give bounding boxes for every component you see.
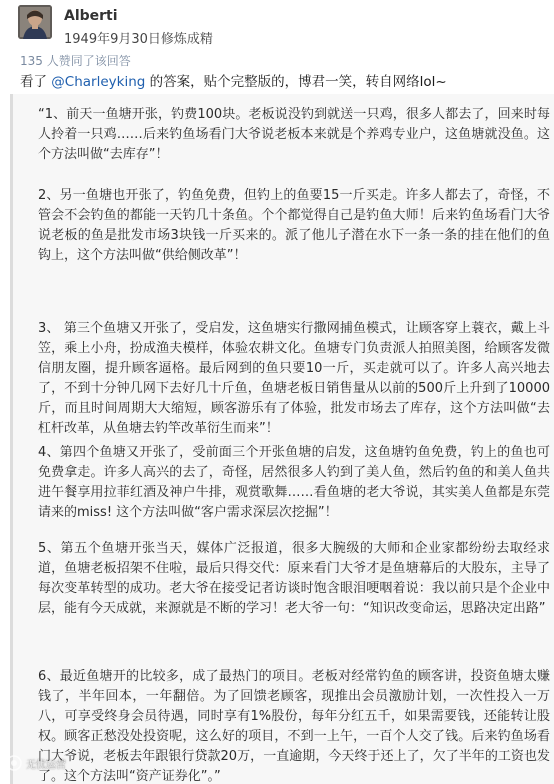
- watermark: [6, 753, 66, 773]
- story-paragraph-5: 5、第五个鱼塘开张当天，媒体广泛报道，很多大腕级的大师和企业家都纷纷去取经求道，鱼塘老板招架不住啦，最后只得交代：原来看门大爷才是鱼塘幕后的大股东，主导了每次变革转型的成功。老大爷在接受记者访谈时饱含眼泪哽咽着说：我以前只是个企业中层，能有今天成就，来源就是不断的学习！老大爷一句：“知识改变命运，思路决定出路”: [38, 541, 550, 616]
- author-bio: 1949年9月30日修炼成精: [64, 32, 213, 47]
- watermark-logo-icon: [6, 755, 22, 771]
- story-paragraph-3: 3、 第三个鱼塘又开张了，受启发，这鱼塘实行撒网捕鱼模式，让顾客穿上蓑衣，戴上斗笠，乘上小舟，扮成渔夫模样，体验农耕文化。鱼塘专门负责派人拍照美图，给顾客发微信朋友圈，提升顾客逼格。最后网到的鱼只要10一斤，买走就可以了。许多人高兴地去了，不到十分钟几网下去好几十斤鱼，鱼塘老板日销售量从以前的500斤上升到了10000斤，而且时间周期大大缩短，顾客游乐有了体验，批发市场去了库存，这个方法叫做“去杠杆改革，从鱼塘去钓竿改革衍生而来”！: [38, 321, 550, 436]
- avatar-portrait-icon: [18, 5, 52, 39]
- intro-prefix: 看了: [20, 74, 52, 90]
- author-name[interactable]: Alberti: [64, 8, 118, 24]
- story-paragraph-1: “1、前天一鱼塘开张，钓费100块。老板说没钓到就送一只鸡，很多人都去了，回来时每人拎着一只鸡……后来钓鱼场看门大爷说老板本来就是个养鸡专业户，这鱼塘就没鱼。这个方法叫做“去库存”！: [38, 107, 550, 162]
- author-avatar[interactable]: [18, 5, 52, 39]
- story-paragraph-4: 4、第四个鱼塘又开张了，受前面三个开张鱼塘的启发，这鱼塘钓鱼免费，钓上的鱼也可免费拿走。许多人高兴的去了，奇怪，居然很多人钓到了美人鱼，然后钓鱼的和美人鱼共进午餐享用拉菲红酒及神户牛排，观赏歌舞……看鱼塘的老大爷说，其实美人鱼都是东莞请来的miss! 这个方法叫做“客户需求深层次挖掘”！: [38, 445, 550, 520]
- answer-intro: [20, 72, 540, 92]
- user-mention-link[interactable]: @Charleyking: [51, 74, 146, 90]
- story-paragraph-2: 2、另一鱼塘也开张了，钓鱼免费，但钓上的鱼要15一斤买走。许多人都去了，奇怪，不管会不会钓鱼的都能一天钓几十条鱼。个个都觉得自己是钓鱼大师！后来钓鱼场看门大爷说老板的鱼是批发市场3块钱一斤买来的。派了他儿子潜在水下一条一条的挂在他们的鱼钩上，这个方法叫做“供给侧改革”！: [38, 188, 550, 263]
- intro-suffix: 的答案，贴个完整版的，博君一笑，转自网络lol~: [145, 74, 447, 90]
- story-paragraph-6: 6、最近鱼塘开的比较多，成了最热门的项目。老板对经常钓鱼的顾客讲，投资鱼塘太赚钱了，半年回本，一年翻倍。为了回馈老顾客，现推出会员激励计划，一次性投入一万八，可享受终身会员待遇，同时享有1%股份，每年分红五千，如果需要钱，还能转让股权。顾客正愁没处投资呢，这么好的项目，不到一上午，一百个人交了钱。后来钓鱼场看门大爷说，老板去年跟银行贷款20万，一直逾期，今天终于还上了，欠了半年的工资也发了。这个方法叫“资产证券化”。”: [38, 669, 550, 784]
- watermark-text: 无忧运营: [26, 759, 66, 771]
- upvote-count[interactable]: 135 人赞同了该回答: [20, 54, 131, 68]
- quoted-story-block: [10, 94, 554, 784]
- answer-header: [0, 0, 554, 50]
